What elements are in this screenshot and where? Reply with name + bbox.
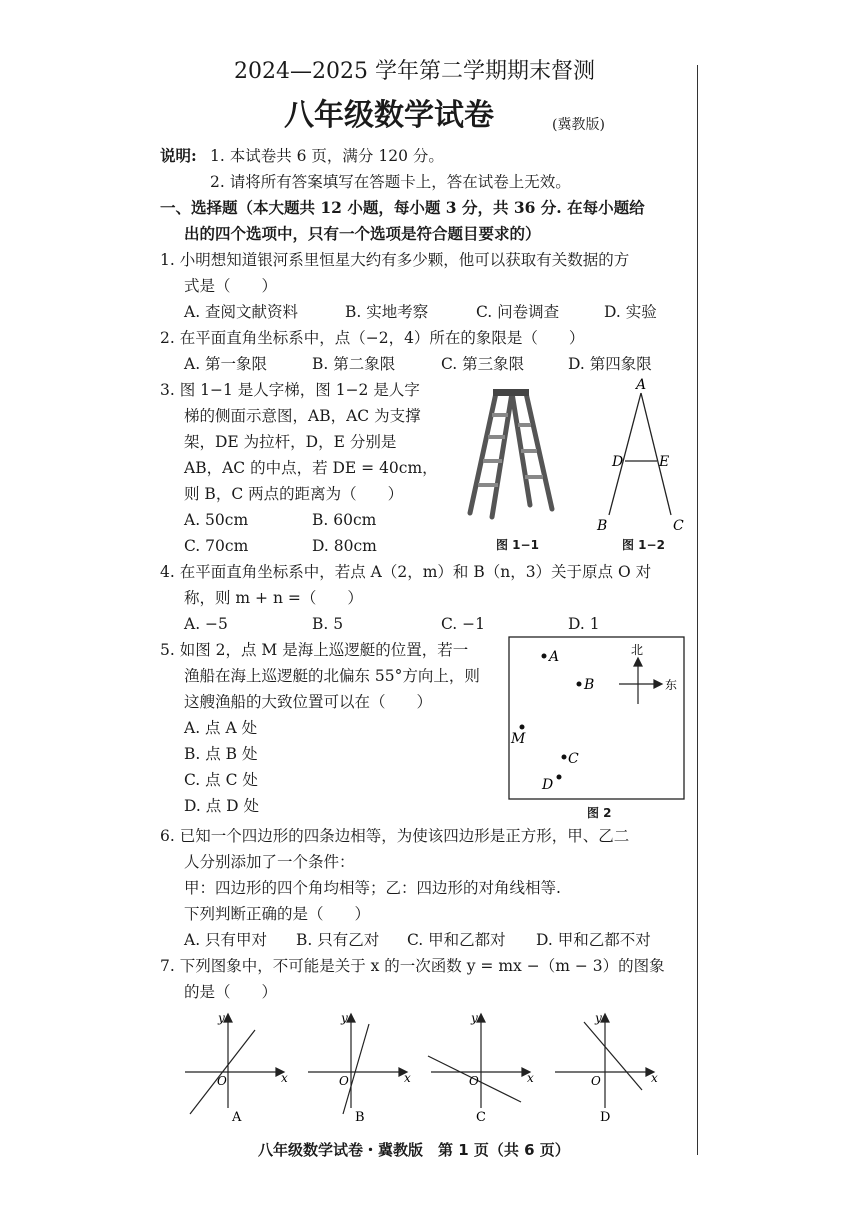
label-e: E [659, 454, 670, 470]
q6-option-d: D. 甲和乙都不对 [536, 931, 651, 949]
label-north: 北 [631, 643, 644, 657]
q6-option-a: A. 只有甲对 [184, 931, 268, 949]
axis-x: x [281, 1071, 288, 1085]
axis-x: x [527, 1071, 534, 1085]
q6-stem-line3: 甲：四边形的四个角均相等；乙：四边形的对角线相等. [184, 879, 561, 897]
q1-stem-line1: 1. 小明想知道银河系里恒星大约有多少颗，他可以获取有关数据的方 [160, 251, 630, 269]
axis-y: y [218, 1011, 225, 1025]
fig1-2-caption: 图 1−2 [622, 538, 665, 552]
q1-option-d: D. 实验 [604, 303, 657, 321]
label-b: B [597, 518, 608, 534]
label-a: A [636, 377, 647, 393]
graph-option-c [426, 1008, 541, 1123]
q6-stem-line4: 下列判断正确的是（ ） [184, 905, 371, 923]
point-m [520, 725, 525, 730]
q2-option-a: A. 第一象限 [184, 355, 268, 373]
q1-option-c: C. 问卷调查 [476, 303, 560, 321]
point-c [562, 755, 567, 760]
ladder-figure [460, 385, 560, 525]
label-east: 东 [665, 678, 678, 692]
notes-line2: 2. 请将所有答案填写在答题卡上，答在试卷上无效。 [210, 173, 571, 191]
q2-option-c: C. 第三象限 [441, 355, 525, 373]
section1-heading-line2: 出的四个选项中，只有一个选项是符合题目要求的） [184, 224, 541, 243]
label-d: D [542, 777, 554, 793]
q4-option-b: B. 5 [312, 615, 344, 633]
graph-label: D [600, 1110, 611, 1123]
q7-stem-line2: 的是（ ） [184, 983, 278, 1001]
exam-title-line2: 八年级数学试卷 [284, 98, 494, 133]
q5-option-b: B. 点 B 处 [184, 745, 258, 763]
q2-option-d: D. 第四象限 [568, 355, 652, 373]
point-b [577, 682, 582, 687]
point-a [542, 654, 547, 659]
fig2-caption: 图 2 [587, 806, 612, 820]
origin: O [339, 1074, 349, 1088]
q3-stem-line3: 架，DE 为拉杆，D，E 分别是 [184, 433, 397, 451]
q6-stem-line1: 6. 已知一个四边形的四条边相等，为使该四边形是正方形，甲、乙二 [160, 827, 630, 845]
q2-option-b: B. 第二象限 [312, 355, 396, 373]
label-c: C [568, 751, 579, 767]
q3-stem-line5: 则 B，C 两点的距离为（ ） [184, 485, 404, 503]
graph-option-d [550, 1008, 665, 1123]
edition-tag: (冀教版) [552, 117, 605, 133]
origin: O [591, 1074, 601, 1088]
ladder-side-diagram [595, 375, 690, 540]
label-b: B [584, 677, 595, 693]
notes-line1: 1. 本试卷共 6 页，满分 120 分。 [210, 147, 444, 165]
label-a: A [549, 649, 560, 665]
graph-label: A [232, 1110, 242, 1123]
axis-y: y [341, 1011, 348, 1025]
q6-stem-line2: 人分别添加了一个条件： [184, 853, 355, 871]
q6-option-c: C. 甲和乙都对 [407, 931, 506, 949]
q3-option-a: A. 50cm [184, 511, 249, 529]
graph-option-b [303, 1008, 418, 1123]
q5-option-c: C. 点 C 处 [184, 771, 258, 789]
q1-option-b: B. 实地考察 [345, 303, 429, 321]
patrol-map-figure [508, 636, 686, 801]
graph-option-a [180, 1008, 295, 1123]
q5-stem-line2: 渔船在海上巡逻艇的北偏东 55°方向上，则 [184, 667, 480, 685]
q6-option-b: B. 只有乙对 [296, 931, 380, 949]
point-d [557, 775, 562, 780]
axis-y: y [595, 1011, 602, 1025]
label-m: M [511, 731, 526, 747]
label-d: D [612, 454, 624, 470]
q4-stem-line1: 4. 在平面直角坐标系中，若点 A（2，m）和 B（n，3）关于原点 O 对 [160, 563, 652, 581]
binding-margin-line [697, 65, 698, 1155]
q4-option-d: D. 1 [568, 615, 600, 633]
q3-stem-line4: AB，AC 的中点，若 DE = 40cm， [184, 459, 438, 477]
axis-x: x [404, 1071, 411, 1085]
graph-label: C [476, 1110, 486, 1123]
label-c: C [673, 518, 684, 534]
q4-stem-line2: 称，则 m + n =（ ） [184, 589, 363, 607]
q7-stem-line1: 7. 下列图象中，不可能是关于 x 的一次函数 y = mx −（m − 3）的图象 [160, 957, 665, 975]
q2-stem: 2. 在平面直角坐标系中，点（−2，4）所在的象限是（ ） [160, 329, 585, 347]
q3-stem-line2: 梯的侧面示意图，AB，AC 为支撑 [184, 407, 421, 425]
q3-option-d: D. 80cm [312, 537, 377, 555]
exam-title-line1: 2024—2025 学年第二学期期末督测 [234, 59, 595, 84]
q1-stem-line2: 式是（ ） [184, 277, 278, 295]
q5-option-d: D. 点 D 处 [184, 797, 260, 815]
notes-label: 说明: [160, 146, 197, 165]
origin: O [469, 1074, 479, 1088]
q4-option-c: C. −1 [441, 615, 486, 633]
axis-x: x [651, 1071, 658, 1085]
q5-stem-line1: 5. 如图 2，点 M 是海上巡逻艇的位置，若一 [160, 641, 469, 659]
q5-option-a: A. 点 A 处 [184, 719, 258, 737]
fig1-1-caption: 图 1−1 [496, 538, 539, 552]
q5-stem-line3: 这艘渔船的大致位置可以在（ ） [184, 693, 433, 711]
graph-label: B [355, 1110, 365, 1123]
page-footer: 八年级数学试卷・冀教版 第 1 页（共 6 页） [258, 1141, 570, 1159]
origin: O [217, 1074, 227, 1088]
axis-y: y [471, 1011, 478, 1025]
section1-heading-line1: 一、选择题（本大题共 12 小题，每小题 3 分，共 36 分. 在每小题给 [160, 198, 645, 217]
q3-stem-line1: 3. 图 1−1 是人字梯，图 1−2 是人字 [160, 381, 420, 399]
q3-option-b: B. 60cm [312, 511, 377, 529]
q4-option-a: A. −5 [184, 615, 228, 633]
q1-option-a: A. 查阅文献资料 [184, 303, 299, 321]
q3-option-c: C. 70cm [184, 537, 249, 555]
